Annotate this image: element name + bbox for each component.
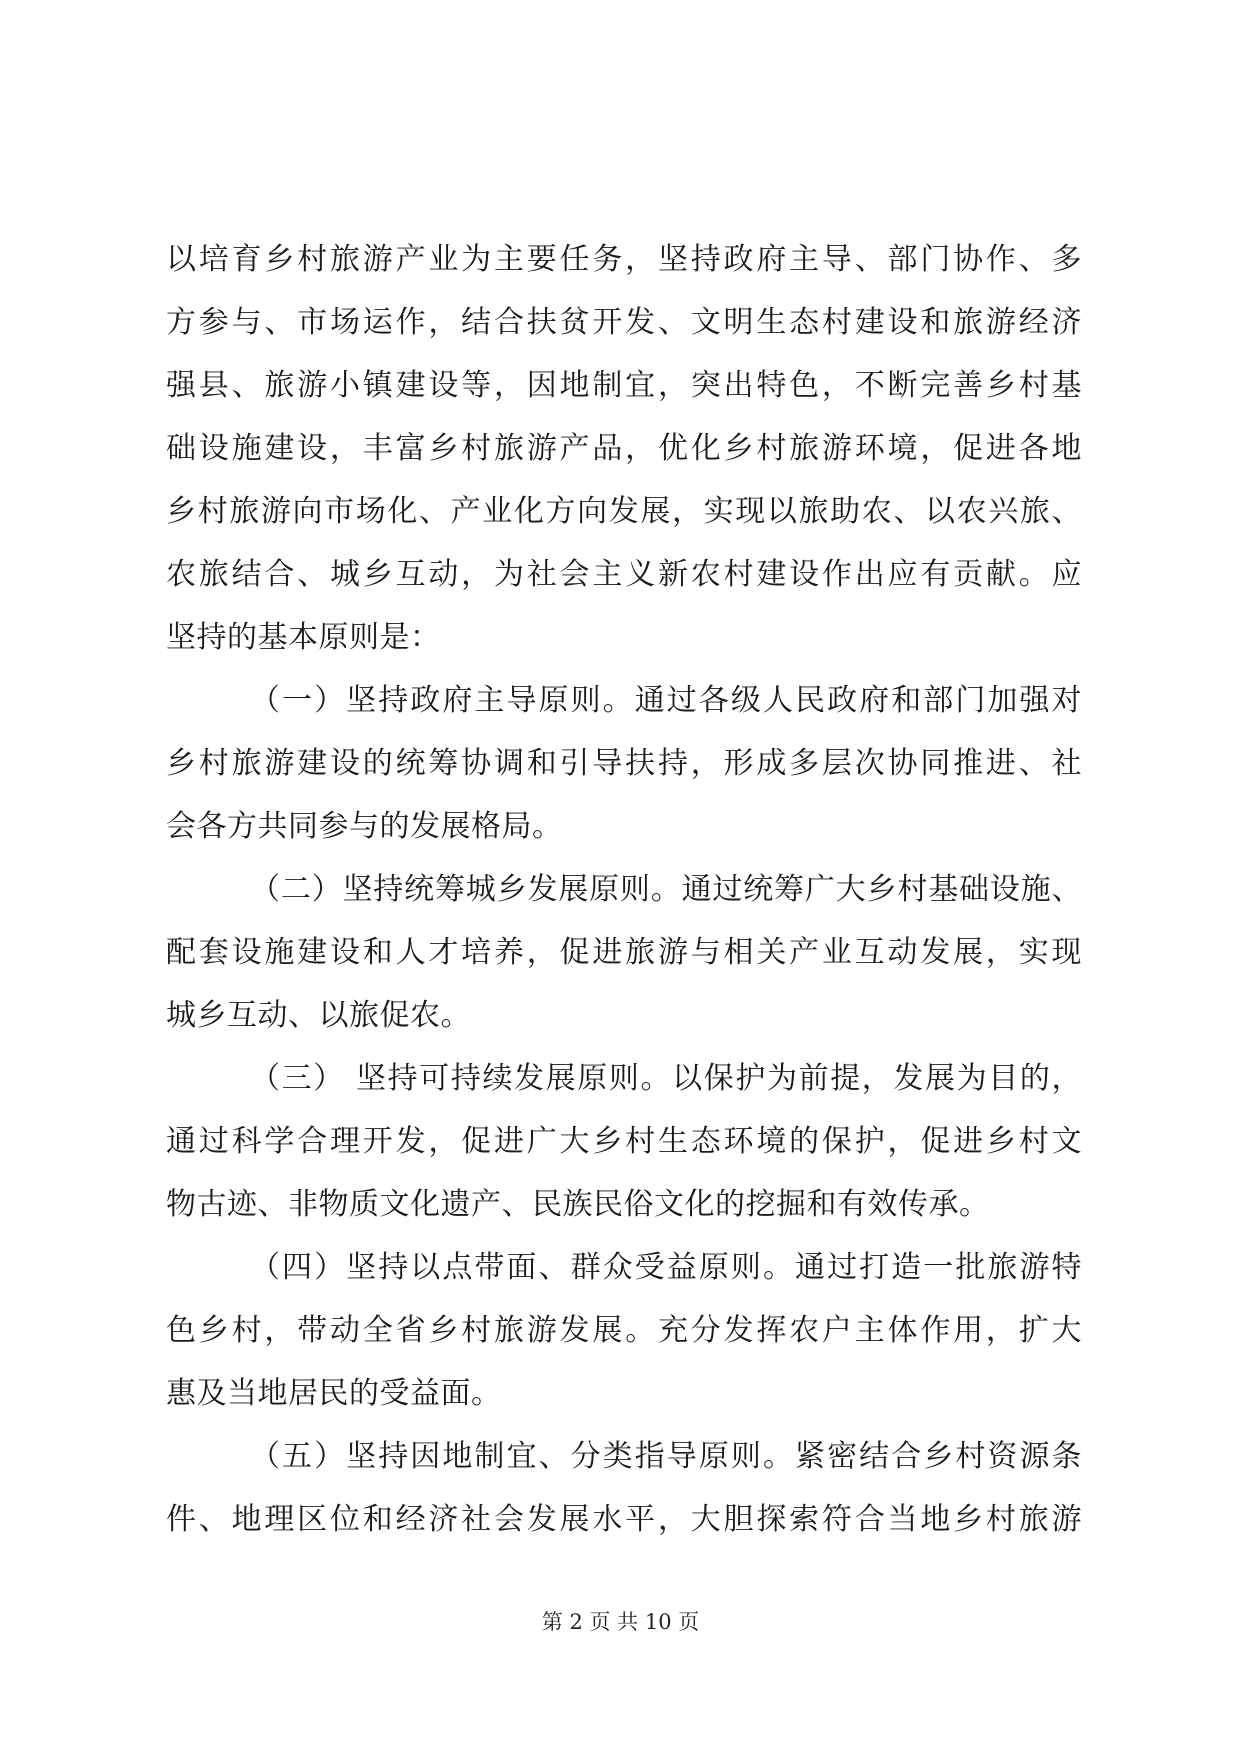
paragraph-principle-3	[166, 1047, 1082, 1236]
text-line: （五）坚持因地制宜、分类指导原则。紧密结合乡村资源条	[250, 1439, 1082, 1474]
page-number-label: 第 2 页 共 10 页	[541, 1610, 700, 1634]
text-line: 乡村旅游建设的统筹协调和引导扶持，形成多层次协同推进、社	[166, 746, 1082, 781]
text-line: 乡村旅游向市场化、产业化方向发展，实现以旅助农、以农兴旅、	[166, 494, 1082, 529]
body-text	[166, 228, 1082, 1551]
text-line: 强县、旅游小镇建设等，因地制宜，突出特色，不断完善乡村基	[166, 368, 1082, 403]
text-line: （三） 坚持可持续发展原则。以保护为前提，发展为目的，	[250, 1061, 1082, 1096]
text-line: 方参与、市场运作，结合扶贫开发、文明生态村建设和旅游经济	[166, 305, 1082, 340]
text-line: 色乡村，带动全省乡村旅游发展。充分发挥农户主体作用，扩大	[166, 1313, 1082, 1348]
page-footer	[0, 1607, 1241, 1637]
paragraph-principle-2	[166, 858, 1082, 1047]
text-line: （二）坚持统筹城乡发展原则。通过统筹广大乡村基础设施、	[250, 872, 1082, 907]
text-line: 会各方共同参与的发展格局。	[166, 809, 563, 844]
text-line: 物古迹、非物质文化遗产、民族民俗文化的挖掘和有效传承。	[166, 1187, 990, 1222]
text-line: 城乡互动、以旅促农。	[166, 998, 471, 1033]
text-line: 配套设施建设和人才培养，促进旅游与相关产业互动发展，实现	[166, 935, 1082, 970]
paragraph-principle-1	[166, 669, 1082, 858]
text-line: （四）坚持以点带面、群众受益原则。通过打造一批旅游特	[250, 1250, 1082, 1285]
paragraph-principle-5	[166, 1425, 1082, 1551]
text-line: （一）坚持政府主导原则。通过各级人民政府和部门加强对	[250, 683, 1082, 718]
paragraph-intro	[166, 228, 1082, 669]
text-line: 坚持的基本原则是：	[166, 620, 441, 655]
text-line: 通过科学合理开发，促进广大乡村生态环境的保护，促进乡村文	[166, 1124, 1082, 1159]
text-line: 农旅结合、城乡互动，为社会主义新农村建设作出应有贡献。应	[166, 557, 1082, 592]
text-line: 惠及当地居民的受益面。	[166, 1376, 502, 1411]
text-line: 础设施建设，丰富乡村旅游产品，优化乡村旅游环境，促进各地	[166, 431, 1082, 466]
paragraph-principle-4	[166, 1236, 1082, 1425]
text-line: 以培育乡村旅游产业为主要任务，坚持政府主导、部门协作、多	[166, 242, 1082, 277]
text-line: 件、地理区位和经济社会发展水平，大胆探索符合当地乡村旅游	[166, 1502, 1082, 1537]
